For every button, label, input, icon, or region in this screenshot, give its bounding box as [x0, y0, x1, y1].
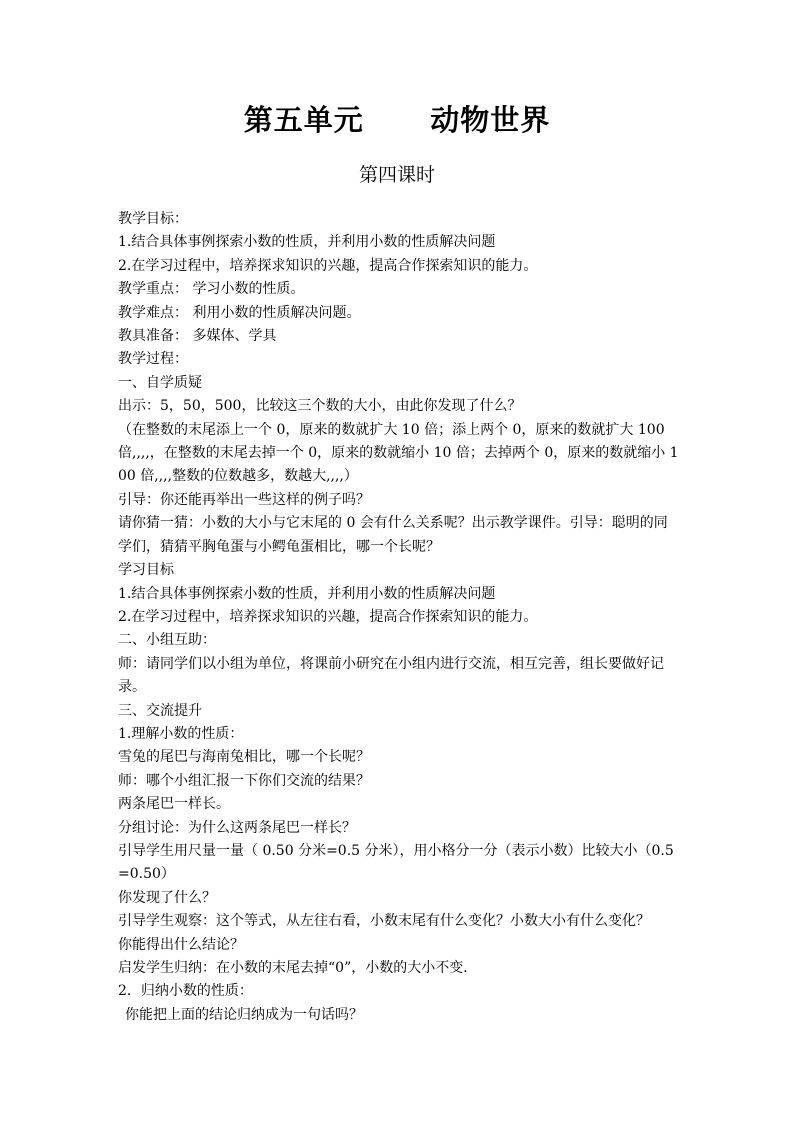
paragraph: 请你猜一猜：小数的大小与它末尾的 0 会有什么关系呢？出示教学课件。引导：聪明的同学们，猜猜平胸龟蛋与小鳄龟蛋相比，哪一个长呢？ [118, 515, 668, 555]
paragraph: 出示：5，50，500，比较这三个数的大小，由此你发现了什么？ [118, 398, 522, 415]
paragraph: 学习目标 [118, 562, 174, 579]
paragraph: 教学重点： 学习小数的性质。 [118, 281, 305, 298]
paragraph: 你发现了什么？ [118, 889, 216, 906]
paragraph: 2.在学习过程中，培养探求知识的兴趣，提高合作探索知识的能力。 [118, 608, 538, 625]
paragraph: 你能把上面的结论归纳成为一句话吗？ [125, 1006, 363, 1023]
document-body [118, 208, 680, 1027]
paragraph: 雪兔的尾巴与海南兔相比，哪一个长呢？ [118, 749, 370, 766]
paragraph: 引导：你还能再举出一些这样的例子吗？ [118, 491, 370, 508]
paragraph: 引导学生用尺量一量（ 0.50 分米=0.5 分米），用小格分一分（表示小数）比较大小（0.5=0.50） [118, 842, 674, 883]
paragraph: （在整数的末尾添上一个 0，原来的数就扩大 10 倍；添上两个 0，原来的数就扩大 100 倍,,,,，在整数的末尾去掉一个 0，原来的数就缩小 10 倍；去掉两个 0，原来的数就缩小 100 倍,,,,整数的位数越多，数越大,,,,） [118, 421, 679, 485]
paragraph: 1.结合具体事例探索小数的性质，并利用小数的性质解决问题 [118, 585, 496, 602]
paragraph: 一、自学质疑 [118, 374, 202, 391]
paragraph: 两条尾巴一样长。 [118, 796, 230, 813]
paragraph: 引导学生观察：这个等式，从左往右看，小数末尾有什么变化？小数大小有什么变化？ [118, 913, 650, 930]
paragraph: 二、小组互助： [118, 632, 216, 649]
paragraph: 三、交流提升 [118, 702, 202, 719]
paragraph: 启发学生归纳：在小数的末尾去掉“0”，小数的大小不变． [118, 960, 478, 976]
paragraph: 2.在学习过程中，培养探求知识的兴趣，提高合作探索知识的能力。 [118, 257, 538, 274]
paragraph: 教学难点： 利用小数的性质解决问题。 [118, 304, 361, 321]
paragraph: 教具准备： 多媒体、学具 [118, 328, 277, 345]
paragraph: 师：哪个小组汇报一下你们交流的结果？ [118, 772, 370, 789]
paragraph: 教学过程： [118, 351, 188, 368]
paragraph: 教学目标： [118, 211, 188, 227]
paragraph: 1.理解小数的性质： [118, 725, 244, 742]
paragraph: 师：请同学们以小组为单位，将课前小研究在小组内进行交流，相互完善，组长要做好记录。 [118, 655, 664, 696]
paragraph: 分组讨论：为什么这两条尾巴一样长？ [118, 819, 356, 836]
document-subtitle: 第四课时 [358, 164, 435, 186]
document-title: 第五单元 动物世界 [243, 103, 551, 137]
paragraph: 1.结合具体事例探索小数的性质，并利用小数的性质解决问题 [118, 234, 496, 251]
paragraph: 2．归纳小数的性质： [118, 983, 253, 1000]
paragraph: 你能得出什么结论？ [118, 936, 244, 953]
